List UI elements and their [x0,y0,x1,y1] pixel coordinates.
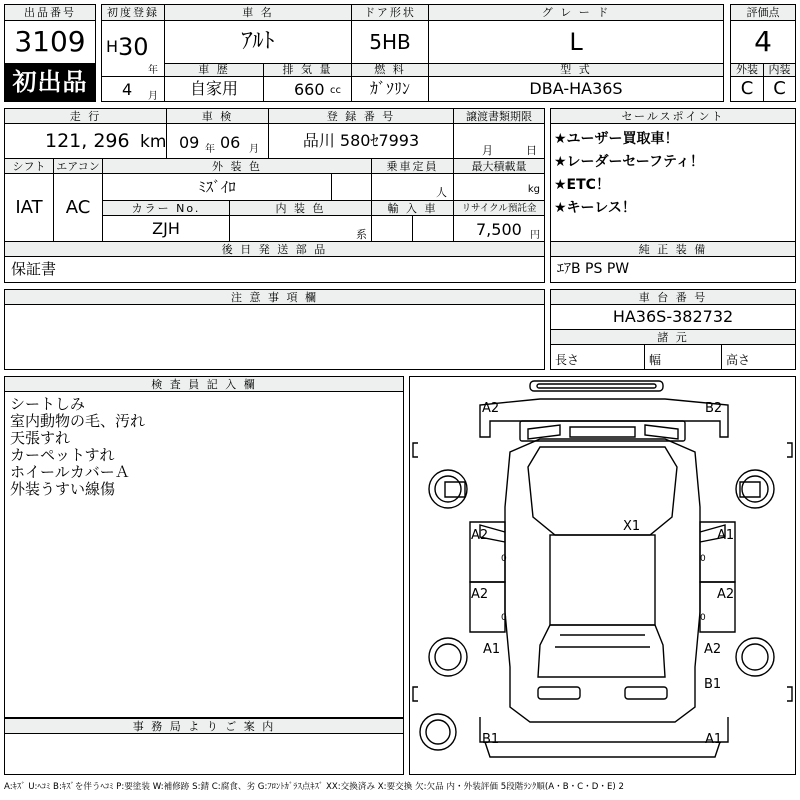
door-label: ドア形状 [351,4,429,21]
first-reg-label: 初度登録 [101,4,165,21]
damage-mark: A2 [482,401,500,416]
shift-cell [4,173,54,242]
score-cell [730,20,796,64]
era: H [106,37,119,56]
insp-month-unit: 月 [249,144,259,155]
ac-cell [53,173,103,242]
damage-mark: A1 [483,642,501,657]
month-unit: 月 [148,91,158,102]
later-parts-cell [4,256,545,283]
damage-mark: A2 [471,528,489,543]
car-diagram [409,376,796,775]
inspector-notes [4,391,404,718]
notes-area [4,304,545,370]
score-label: 評価点 [730,4,796,21]
ext-color-cell [102,173,372,201]
ext-color-label: 外 装 色 [102,158,372,174]
damage-mark: A2 [717,587,735,602]
history: 自家用 [189,79,238,98]
damage-mark: B1 [704,677,722,692]
sales-point-3: ★ETC！ [554,177,610,193]
inspector-line-5: ホイールカバーＡ [10,463,130,481]
sales-point-4: ★キーレス！ [554,200,636,216]
height-cell [721,344,796,370]
grade-label: グ レ ー ド [428,4,724,21]
divider [331,174,332,200]
damage-mark: X1 [623,519,641,534]
office-area [4,733,404,775]
displacement: 660 [294,80,325,99]
width-cell [644,344,722,370]
displacement-label: 排 気 量 [263,63,352,77]
transfer-cell [453,123,545,159]
first-reg-cell [101,20,165,77]
car-name-cell [164,20,352,64]
model-cell [428,76,724,102]
length-cell [550,344,645,370]
damage-mark: A2 [471,587,489,602]
later-parts: 保証書 [11,260,57,278]
later-parts-label: 後 日 発 送 部 品 [4,241,545,257]
damage-zero: 0 [700,554,706,564]
int-color-label: 内 装 色 [229,200,372,216]
damage-mark: B1 [482,732,500,747]
fuel-label: 燃 料 [351,63,429,77]
transfer-month-unit: 月 [482,144,493,157]
load-unit: kg [527,184,540,195]
notes-label: 注 意 事 項 欄 [4,289,545,305]
recycle: 7,500 [476,220,522,239]
displacement-unit: cc [330,85,341,96]
chassis-cell [550,304,796,330]
import-label: 輸 入 車 [371,200,454,216]
chassis-no: HA36S-382732 [612,307,734,326]
color-no: ZJH [152,219,180,238]
recycle-cell [453,215,545,242]
reg-month-cell [101,76,165,102]
exterior-cell [730,76,764,102]
capacity-label: 乗車定員 [371,158,454,174]
recycle-unit: 円 [530,230,540,241]
inspector-label: 検 査 員 記 入 欄 [4,376,404,392]
displacement-cell [263,76,352,102]
history-label: 車 歴 [164,63,264,77]
insp-year: 09 [179,133,200,152]
model: DBA-HA36S [529,79,623,98]
mileage: 121, 296 [45,130,130,152]
inspector-line-6: 外装うすい線傷 [10,480,116,498]
import-cell [371,215,454,242]
score: 4 [754,25,772,58]
ac-label: エアコン [53,158,103,174]
car-diagram-drawing [410,377,795,774]
transfer-label: 譲渡書類期限 [453,108,545,124]
width-label: 幅 [649,353,662,367]
int-color-cell [229,215,372,242]
sales-point-2: ★レーダーセーフティ！ [554,154,704,170]
mileage-label: 走 行 [4,108,167,124]
inspector-line-2: 室内動物の毛、汚れ [10,412,146,430]
history-cell [164,76,264,102]
exterior-label: 外装 [730,63,764,77]
color-no-cell [102,215,230,242]
grade: L [569,28,583,56]
interior-grade: C [773,78,786,99]
damage-zero: 0 [501,554,507,564]
load-label: 最大積載量 [453,158,545,174]
damage-mark: B2 [705,401,723,416]
lot-no-cell [4,20,96,64]
recycle-label: リサイクル預託金 [453,200,545,216]
equipment-label: 純 正 装 備 [550,241,796,257]
chassis-label: 車 台 番 号 [550,289,796,305]
capacity-cell [371,173,454,201]
reg-year: 30 [118,33,149,61]
first-listing-badge: 初出品 [4,63,96,102]
capacity-unit: 人 [436,186,447,199]
load-cell [453,173,545,201]
car-name-label: 車 名 [164,4,352,21]
inspection-cell [166,123,269,159]
equipment-cell [550,256,796,283]
grade-cell [428,20,724,64]
shift-label: シフト [4,158,54,174]
damage-zero: 0 [700,613,706,623]
equipment: ｴｱB PS PW [557,261,630,277]
plate-label: 登 録 番 号 [268,108,454,124]
damage-mark: A2 [704,642,722,657]
damage-zero: 0 [501,613,507,623]
inspector-line-3: 天張すれ [10,429,71,447]
interior-cell [763,76,796,102]
insp-year-unit: 年 [205,144,215,155]
door-cell [351,20,429,64]
year-unit: 年 [148,65,158,76]
car-name: ｱﾙﾄ [241,29,275,54]
sales-label: セールスポイント [550,108,796,124]
length-label: 長さ [555,353,580,367]
damage-mark: A1 [717,528,735,543]
color-no-label: カラー No. [102,200,230,216]
insp-month: 06 [220,133,241,152]
door-type: 5HB [369,30,411,54]
height-label: 高さ [726,353,751,367]
lot-no: 3109 [14,25,86,58]
model-label: 型 式 [428,63,724,77]
mileage-unit: km [140,132,167,152]
sales-points [550,123,796,242]
shift: IAT [15,197,43,218]
ac: AC [65,197,91,218]
dims-label: 諸 元 [550,329,796,345]
sales-point-1: ★ユーザー買取車！ [554,131,679,147]
fuel: ｶﾞｿﾘﾝ [369,79,410,98]
plate: 品川 580ｾ7993 [302,131,420,150]
inspector-line-4: カーペットすれ [10,446,115,464]
damage-mark: A1 [705,732,723,747]
office-label: 事 務 局 よ り ご 案 内 [4,718,404,734]
reg-month: 4 [122,80,133,99]
interior-label: 内装 [763,63,796,77]
exterior-grade: C [740,78,754,99]
inspection-label: 車 検 [166,108,269,124]
inspector-line-1: シートしみ [10,395,86,413]
fuel-cell [351,76,429,102]
transfer-day-unit: 日 [526,144,537,157]
mileage-cell [4,123,167,159]
divider [412,216,413,241]
int-color-unit: 系 [356,228,367,241]
lot-no-label: 出品番号 [4,4,96,21]
legend: A:ｷｽﾞ U:ﾍｺﾐ B:ｷｽﾞを伴うﾍｺﾐ P:要塗装 W:補修跡 S:錆 C:腐食、劣 G:ﾌﾛﾝﾄｶﾞﾗｽ点ｷｽﾞ XX:交換済み X:要交換 欠:欠品 内・外装評価 5段階ﾗﾝｸ順(A・B・C・D・E) 2 [4,782,624,792]
ext-color: ﾐｽﾞｲﾛ [198,178,236,196]
plate-cell [268,123,454,159]
